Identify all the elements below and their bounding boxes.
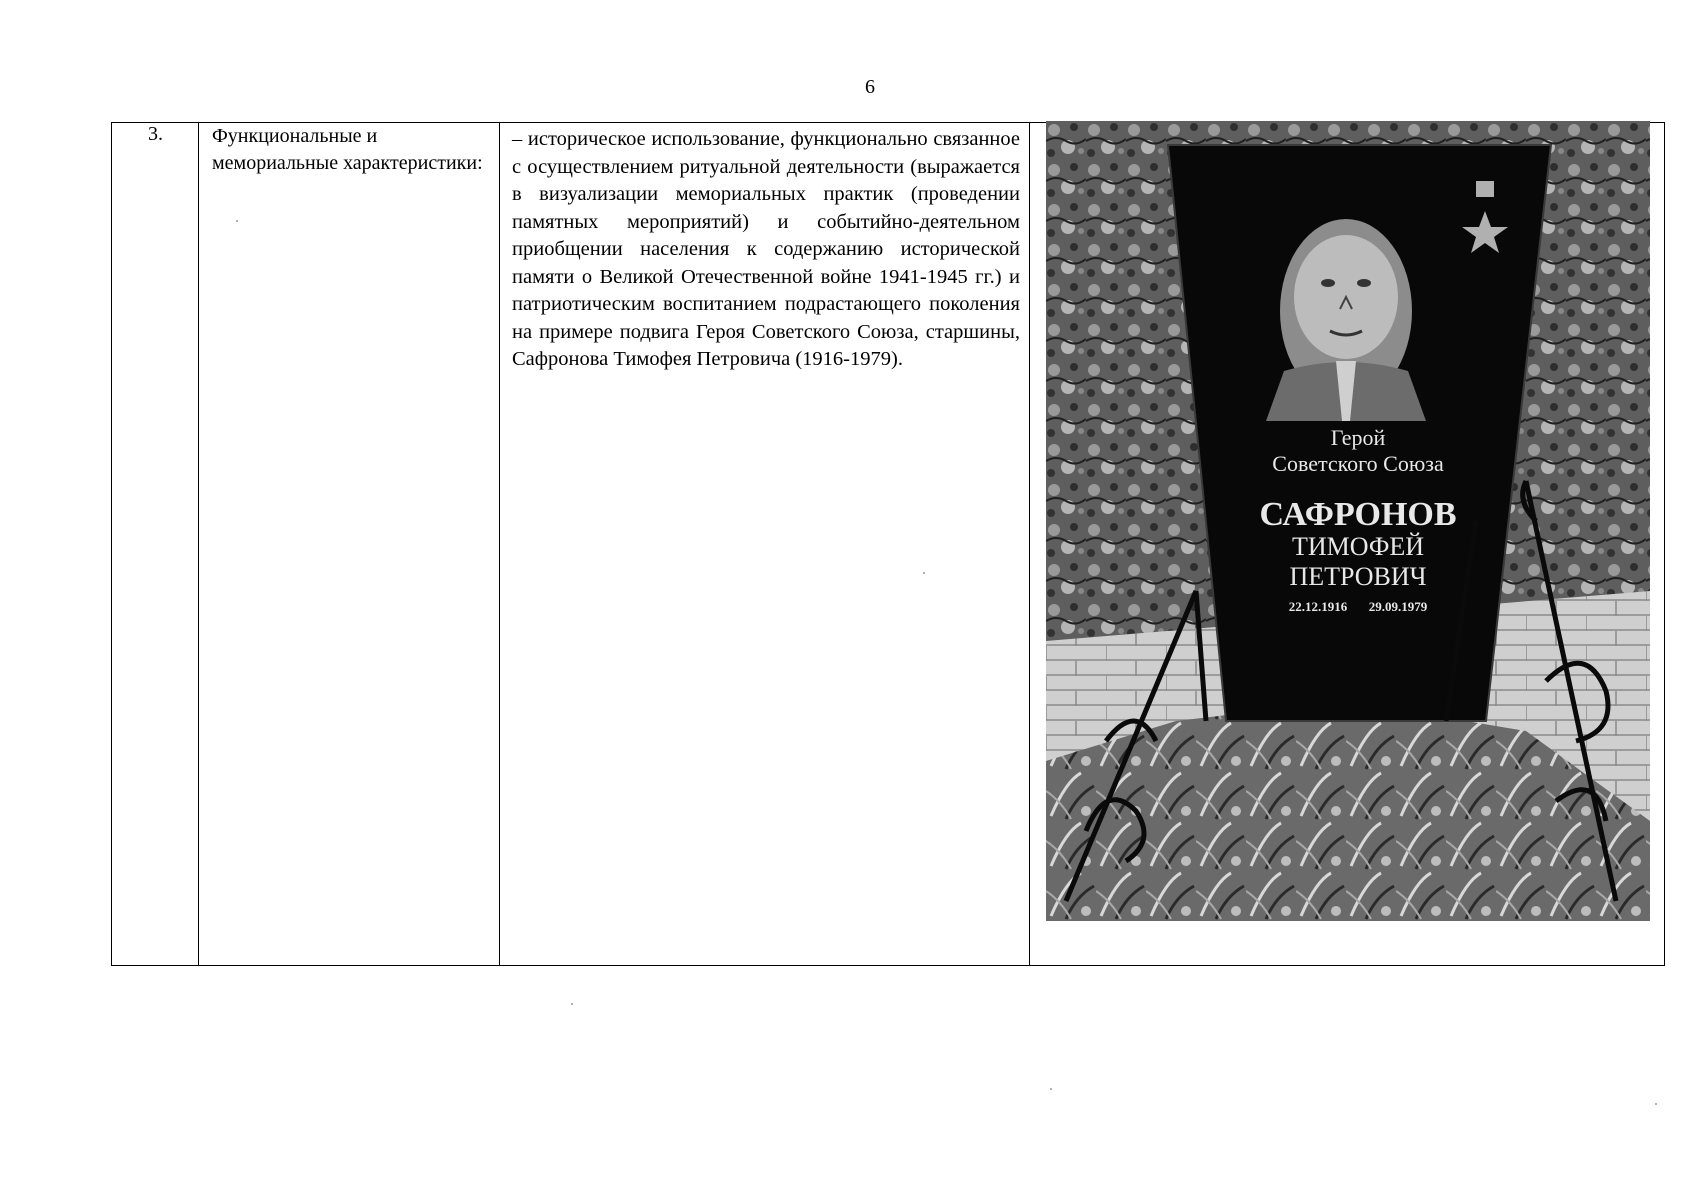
scan-speck (236, 220, 238, 222)
scan-speck (1655, 1103, 1657, 1105)
row-description: – историческое использование, функционально связанное с осуществлением ритуальной деятельности (выражается в визуализации мемориальных практик (проведении памятных мероприятий) и событийно-деятельном приобщении населения к содержанию исторической памяти о Великой Отечественной войне 1941-1945 гг.) и патриотическим воспитанием подрастающего поколения на примере подвига Героя Советского Союза, старшины, Сафронова Тимофея Петровича (1916-1979). (512, 128, 1020, 370)
scan-speck (923, 572, 925, 574)
inscription-title-line1: Герой (1330, 425, 1386, 450)
characteristics-table (111, 122, 1665, 966)
inscription-surname: САФРОНОВ (1259, 496, 1457, 533)
column-divider (1029, 123, 1030, 965)
page-number: 6 (865, 76, 875, 98)
inscription-title-line2: Советского Союза (1272, 451, 1444, 476)
row-label: Функциональные и мемориальные характеристики: (212, 125, 483, 174)
row-number: 3. (148, 123, 163, 145)
column-divider (198, 123, 199, 965)
inscription-birth-date: 22.12.1916 (1288, 599, 1348, 614)
inscription-name: ТИМОФЕЙ (1291, 532, 1425, 561)
inscription-patronymic: ПЕТРОВИЧ (1289, 562, 1427, 591)
column-divider (499, 123, 500, 965)
inscription-death-date: 29.09.1979 (1368, 599, 1428, 614)
gravestone-photo (1046, 121, 1650, 921)
scan-speck (571, 1003, 573, 1005)
scan-speck (1050, 1088, 1052, 1090)
